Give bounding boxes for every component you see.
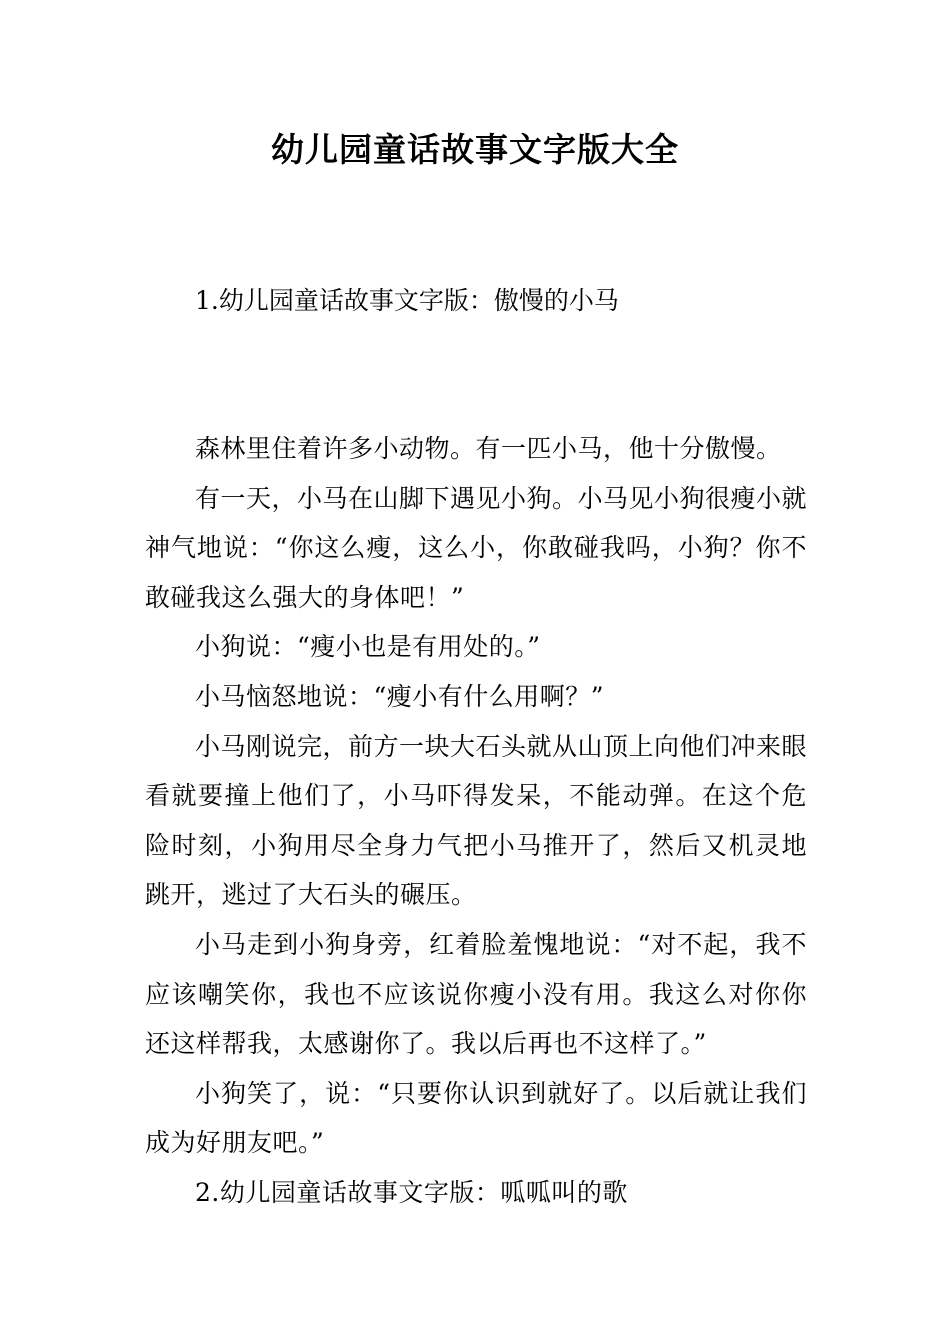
section-heading-1: 1.幼儿园童话故事文字版：傲慢的小马 (195, 286, 619, 315)
paragraph: 有一天，小马在山脚下遇见小狗。小马见小狗很瘦小就神气地说：“你这么瘦，这么小，你敢碰我吗，小狗？你不敢碰我这么强大的身体吧！” (145, 483, 808, 612)
paragraph: 小马刚说完，前方一块大石头就从山顶上向他们冲来眼看就要撞上他们了，小马吓得发呆，不能动弹。在这个危险时刻，小狗用尽全身力气把小马推开了，然后又机灵地跳开，逃过了大石头的碾压。 (145, 731, 808, 910)
paragraph: 小狗笑了，说：“只要你认识到就好了。以后就让我们成为好朋友吧。” (145, 1078, 807, 1158)
paragraph: 小狗说：“瘦小也是有用处的。” (195, 632, 541, 662)
story-body (145, 424, 807, 1218)
paragraph: 小马走到小狗身旁，红着脸羞愧地说：“对不起，我不应该嘲笑你，我也不应该说你瘦小没有用。我这么对你你还这样帮我，太感谢你了。我以后再也不这样了。” (145, 929, 807, 1059)
document-title: 幼儿园童话故事文字版大全 (271, 130, 679, 169)
paragraph: 小马恼怒地说：“瘦小有什么用啊？” (195, 681, 605, 711)
section-heading-2: 2.幼儿园童话故事文字版：呱呱叫的歌 (195, 1177, 628, 1207)
paragraph: 森林里住着许多小动物。有一匹小马，他十分傲慢。 (195, 434, 782, 463)
